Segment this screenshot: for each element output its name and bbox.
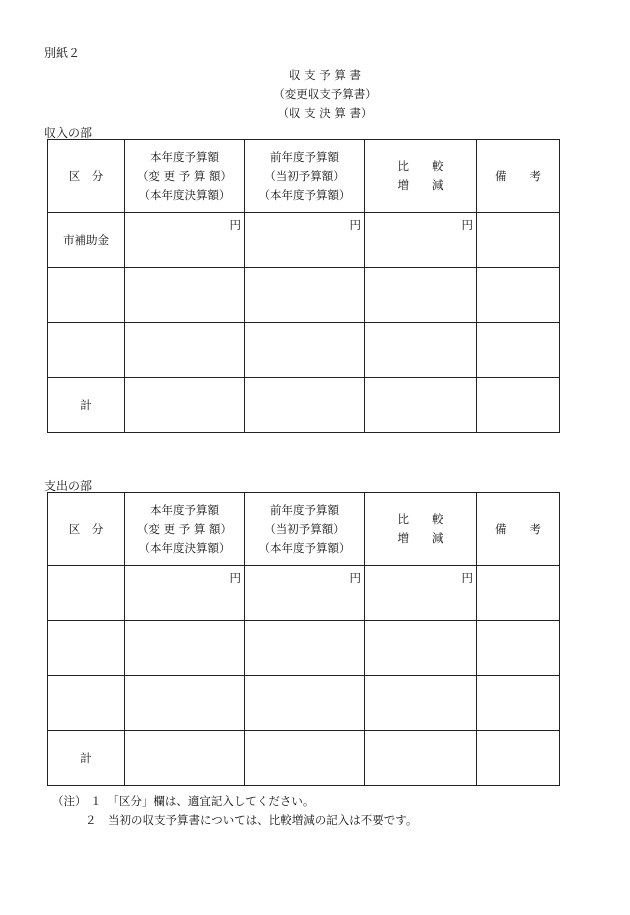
document-label: 別紙２: [44, 46, 81, 60]
header-previous-year: 前年度予算額 （当初予算額） （本年度予算額）: [245, 140, 365, 213]
expense-previous-cell[interactable]: 円: [245, 566, 365, 621]
income-compare-cell[interactable]: [365, 268, 477, 323]
expense-total-row: [48, 731, 560, 786]
header-remarks: 備 考: [477, 493, 560, 566]
income-category-cell[interactable]: 市補助金: [48, 213, 125, 268]
note-2: ２ 当初の収支予算書については、比較増減の記入は不要です。: [85, 813, 418, 827]
notes: [52, 792, 417, 830]
income-remarks-cell[interactable]: [477, 268, 560, 323]
header-remarks: 備 考: [477, 140, 560, 213]
header-comparison: 比 較 増 減: [365, 140, 477, 213]
expense-compare-cell[interactable]: [365, 621, 477, 676]
document-titles: [0, 66, 630, 123]
income-previous-cell[interactable]: 円: [245, 213, 365, 268]
income-row-3: [48, 323, 560, 378]
income-total-row: [48, 378, 560, 433]
expense-total-label: 計: [48, 731, 125, 786]
income-previous-total[interactable]: [245, 378, 365, 433]
expense-current-cell[interactable]: [125, 621, 245, 676]
income-section-label: 収入の部: [44, 126, 93, 140]
expense-current-cell[interactable]: [125, 676, 245, 731]
title-variant-1: （変更収支予算書）: [273, 87, 377, 101]
income-row-1: [48, 213, 560, 268]
note-1: （注） １ 「区分」欄は、適宜記入してください。: [52, 794, 315, 808]
expense-category-cell[interactable]: [48, 621, 125, 676]
income-table: [47, 139, 560, 433]
header-category: 区 分: [48, 493, 125, 566]
expense-category-cell[interactable]: [48, 566, 125, 621]
income-previous-cell[interactable]: [245, 268, 365, 323]
expense-row-1: [48, 566, 560, 621]
expense-compare-cell[interactable]: 円: [365, 566, 477, 621]
title-variant-2: （収 支 決 算 書）: [277, 106, 373, 120]
expense-remarks-cell[interactable]: [477, 621, 560, 676]
expense-header-row: [48, 493, 560, 566]
expense-compare-total[interactable]: [365, 731, 477, 786]
expense-previous-cell[interactable]: [245, 676, 365, 731]
income-current-cell[interactable]: [125, 323, 245, 378]
income-current-cell[interactable]: 円: [125, 213, 245, 268]
header-comparison: 比 較 増 減: [365, 493, 477, 566]
income-compare-total[interactable]: [365, 378, 477, 433]
expense-remarks-cell[interactable]: [477, 676, 560, 731]
income-remarks-cell[interactable]: [477, 213, 560, 268]
expense-compare-cell[interactable]: [365, 676, 477, 731]
income-current-total[interactable]: [125, 378, 245, 433]
expense-remarks-cell[interactable]: [477, 566, 560, 621]
expense-section-label: 支出の部: [44, 479, 93, 493]
income-category-cell[interactable]: [48, 268, 125, 323]
income-previous-cell[interactable]: [245, 323, 365, 378]
income-remarks-cell[interactable]: [477, 323, 560, 378]
expense-previous-cell[interactable]: [245, 621, 365, 676]
income-category-cell[interactable]: [48, 323, 125, 378]
expense-current-cell[interactable]: 円: [125, 566, 245, 621]
income-header-row: [48, 140, 560, 213]
header-current-year: 本年度予算額 （変 更 予 算 額） （本年度決算額）: [125, 493, 245, 566]
header-previous-year: 前年度予算額 （当初予算額） （本年度予算額）: [245, 493, 365, 566]
expense-current-total[interactable]: [125, 731, 245, 786]
header-category: 区 分: [48, 140, 125, 213]
income-current-cell[interactable]: [125, 268, 245, 323]
income-row-2: [48, 268, 560, 323]
header-current-year: 本年度予算額 （変 更 予 算 額） （本年度決算額）: [125, 140, 245, 213]
expense-table: [47, 492, 560, 786]
expense-remarks-total[interactable]: [477, 731, 560, 786]
income-compare-cell[interactable]: 円: [365, 213, 477, 268]
income-remarks-total[interactable]: [477, 378, 560, 433]
expense-row-3: [48, 676, 560, 731]
title-main: 収 支 予 算 書: [288, 68, 362, 82]
expense-previous-total[interactable]: [245, 731, 365, 786]
expense-row-2: [48, 621, 560, 676]
income-total-label: 計: [48, 378, 125, 433]
income-compare-cell[interactable]: [365, 323, 477, 378]
expense-category-cell[interactable]: [48, 676, 125, 731]
